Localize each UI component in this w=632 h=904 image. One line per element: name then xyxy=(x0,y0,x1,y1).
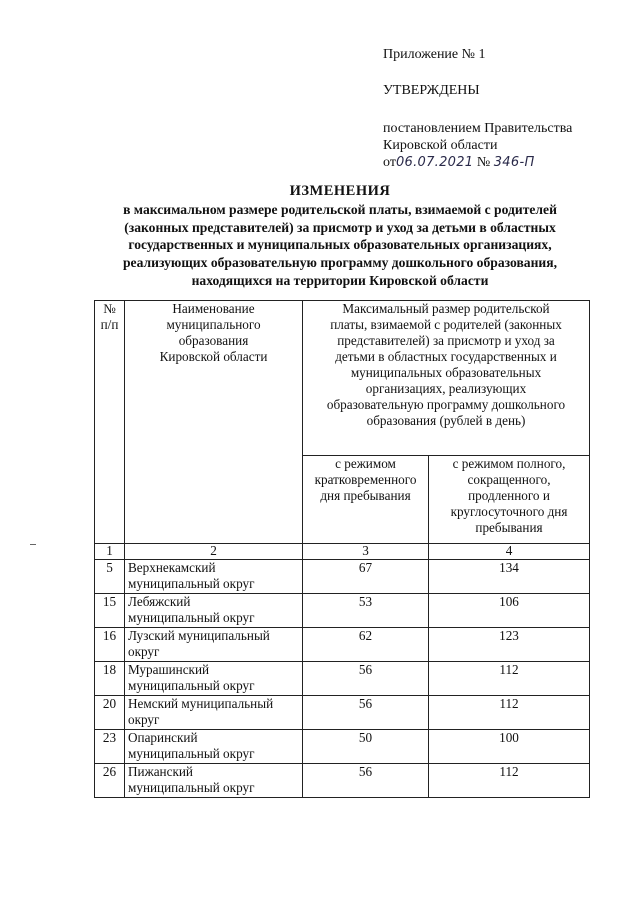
decree-date-line xyxy=(383,154,572,171)
table-row xyxy=(95,730,590,764)
decree-line-1: постановлением Правительства xyxy=(383,121,573,136)
table-row xyxy=(95,560,590,594)
row-municipality: Опаринский муниципальный округ xyxy=(125,730,303,764)
row-short-fee: 67 xyxy=(303,560,429,594)
appendix-label: Приложение № 1 xyxy=(383,47,486,62)
title-line-4: реализующих образовательную программу дошкольного образования, xyxy=(122,255,558,271)
approved-label: УТВЕРЖДЕНЫ xyxy=(383,83,480,98)
title-line-3: государственных и муниципальных образовательных организациях, xyxy=(128,237,552,253)
title-line-1: в максимальном размере родительской платы, взимаемой с родителей xyxy=(123,201,557,217)
row-municipality: Пижанский муниципальный округ xyxy=(125,764,303,798)
table-row xyxy=(95,662,590,696)
row-full-fee: 100 xyxy=(429,730,590,764)
title-main: ИЗМЕНЕНИЯ xyxy=(289,183,391,199)
row-municipality: Лебяжский муниципальный округ xyxy=(125,594,303,628)
header-short-stay: с режимом кратковременного дня пребывания xyxy=(303,456,429,544)
table-row xyxy=(95,764,590,798)
row-short-fee: 56 xyxy=(303,662,429,696)
document-title xyxy=(80,183,600,290)
row-num: 23 xyxy=(95,730,125,764)
row-full-fee: 123 xyxy=(429,628,590,662)
from-prefix: от xyxy=(383,155,396,170)
approval-block xyxy=(383,46,572,171)
row-num: 20 xyxy=(95,696,125,730)
row-municipality: Мурашинский муниципальный округ xyxy=(125,662,303,696)
row-full-fee: 106 xyxy=(429,594,590,628)
header-max-fee: Максимальный размер родительской платы, взимаемой с родителей (законных представителей) за присмотр и уход за детьми в областных государственных и муниципальных образовательных организациях, реализующих образовательную программу дошкольного образования (рублей в день) xyxy=(303,301,590,456)
row-full-fee: 134 xyxy=(429,560,590,594)
row-short-fee: 62 xyxy=(303,628,429,662)
column-index-row xyxy=(95,544,590,560)
table-header-row xyxy=(95,301,590,456)
row-num: 15 xyxy=(95,594,125,628)
handwritten-date: 06.07.2021 xyxy=(395,155,474,170)
header-num: № п/п xyxy=(95,301,125,544)
table-row xyxy=(95,628,590,662)
header-name: Наименование муниципального образования Кировской области xyxy=(125,301,303,544)
row-full-fee: 112 xyxy=(429,764,590,798)
row-full-fee: 112 xyxy=(429,696,590,730)
table-row xyxy=(95,594,590,628)
row-municipality: Немский муниципальный округ xyxy=(125,696,303,730)
row-full-fee: 112 xyxy=(429,662,590,696)
scan-mark xyxy=(30,544,36,545)
decree-line-2: Кировской области xyxy=(383,138,498,153)
row-num: 26 xyxy=(95,764,125,798)
row-short-fee: 53 xyxy=(303,594,429,628)
column-index: 4 xyxy=(429,544,590,560)
handwritten-number: 346-П xyxy=(493,155,535,170)
number-prefix: № xyxy=(476,155,491,170)
table-row xyxy=(95,696,590,730)
title-line-5: находящихся на территории Кировской области xyxy=(191,272,489,288)
row-short-fee: 56 xyxy=(303,764,429,798)
row-short-fee: 56 xyxy=(303,696,429,730)
header-full-stay: с режимом полного, сокращенного, продленного и круглосуточного дня пребывания xyxy=(429,456,590,544)
fees-table xyxy=(94,300,590,798)
row-municipality: Верхнекамский муниципальный округ xyxy=(125,560,303,594)
column-index: 1 xyxy=(95,544,125,560)
row-num: 16 xyxy=(95,628,125,662)
row-num: 18 xyxy=(95,662,125,696)
column-index: 3 xyxy=(303,544,429,560)
column-index: 2 xyxy=(125,544,303,560)
row-short-fee: 50 xyxy=(303,730,429,764)
title-line-2: (законных представителей) за присмотр и уход за детьми в областных xyxy=(124,219,556,235)
row-municipality: Лузский муниципальный округ xyxy=(125,628,303,662)
row-num: 5 xyxy=(95,560,125,594)
